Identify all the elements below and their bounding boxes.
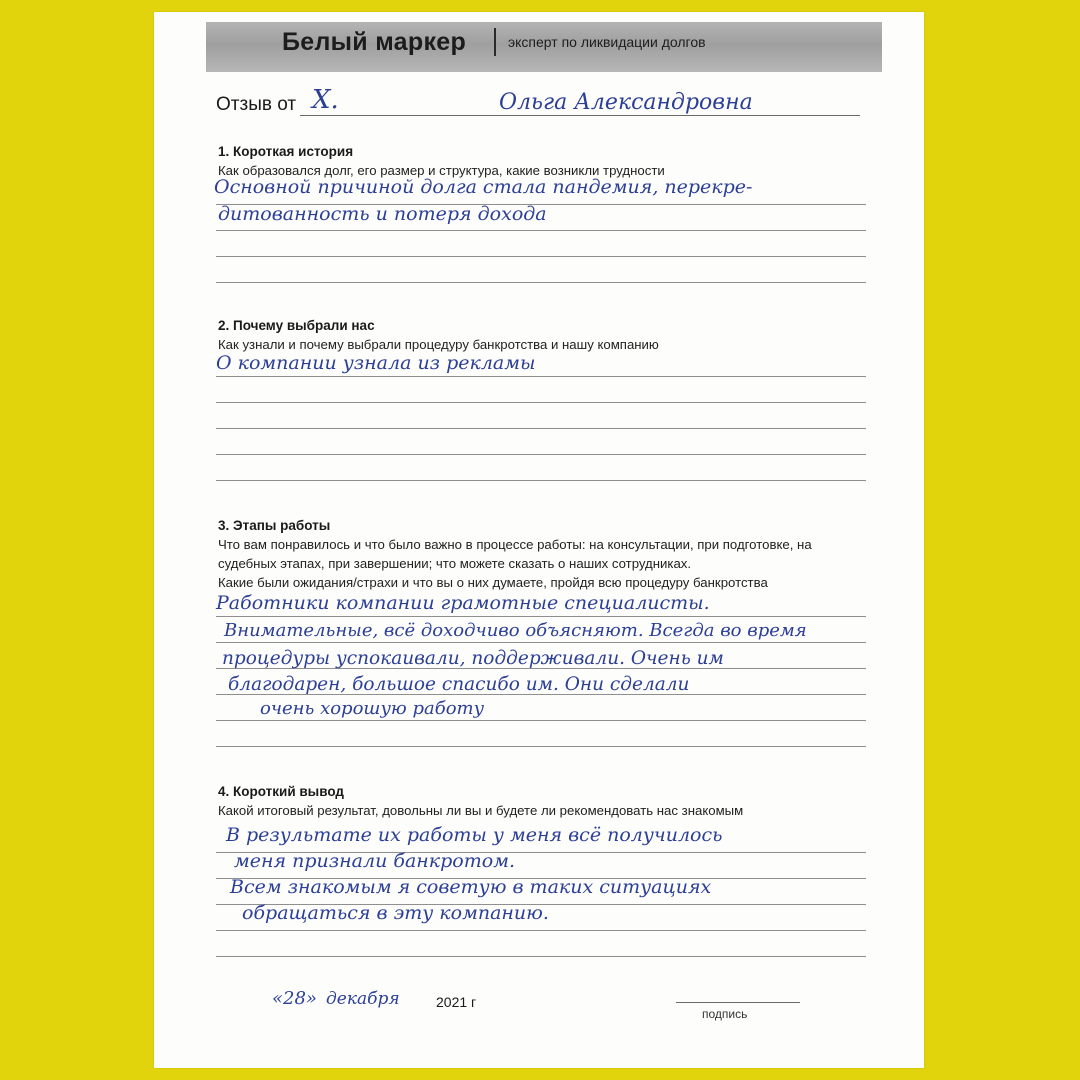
section-3-answer-line: Работники компании грамотные специалисты.	[216, 592, 710, 614]
section-3-title: 3. Этапы работы	[218, 518, 331, 533]
section-3-description: Что вам понравилось и что было важно в процессе работы: на консультации, при подготовке, на	[218, 537, 812, 552]
answer-line	[216, 480, 866, 481]
review-from-line	[300, 115, 860, 116]
answer-line	[216, 376, 866, 377]
answer-line	[216, 642, 866, 643]
section-1-answer-line: дитованность и потеря дохода	[218, 203, 547, 225]
section-3-answer-line: благодарен, большое спасибо им. Они сделали	[228, 674, 690, 695]
section-1-answer-line: Основной причиной долга стала пандемия, перекре-	[214, 176, 753, 198]
section-3-answer-line: процедуры успокаивали, поддерживали. Очень им	[222, 648, 724, 669]
signature-label: подпись	[702, 1007, 748, 1021]
answer-line	[216, 616, 866, 617]
section-1-description: Как образовался долг, его размер и структура, какие возникли трудности	[218, 163, 665, 178]
date-month: декабря	[326, 989, 400, 1009]
section-4-answer-line: В результате их работы у меня всё получилось	[226, 824, 723, 846]
date-year: 2021 г	[436, 994, 477, 1010]
review-from-initial: Х.	[312, 85, 339, 115]
answer-line	[216, 402, 866, 403]
section-3-answer-line: очень хорошую работу	[260, 698, 485, 719]
date-day: «28»	[272, 988, 317, 1009]
answer-line	[216, 930, 866, 931]
review-from-name: Ольга Александровна	[499, 90, 753, 115]
section-4-description: Какой итоговый результат, довольны ли вы и будете ли рекомендовать нас знакомым	[218, 803, 744, 818]
section-1-title: 1. Короткая история	[218, 144, 354, 159]
answer-line	[216, 746, 866, 747]
section-3-description: Какие были ожидания/страхи и что вы о них думаете, пройдя всю процедуру банкротства	[218, 575, 768, 590]
section-3-answer-line: Внимательные, всё доходчиво объясняют. Всегда во время	[224, 620, 807, 641]
section-3-description: судебных этапах, при завершении; что можете сказать о наших сотрудниках.	[218, 556, 692, 571]
section-4-title: 4. Короткий вывод	[218, 784, 344, 799]
section-2-title: 2. Почему выбрали нас	[218, 318, 375, 333]
brand-title: Белый маркер	[282, 28, 467, 56]
brand-divider	[494, 28, 496, 56]
answer-line	[216, 454, 866, 455]
section-4-answer-line: Всем знакомым я советую в таких ситуациях	[230, 876, 712, 898]
review-form-sheet	[154, 12, 924, 1068]
review-from-label: Отзыв от	[216, 94, 297, 115]
answer-line	[216, 230, 866, 231]
answer-line	[216, 956, 866, 957]
answer-line	[216, 256, 866, 257]
section-2-answer-line: О компании узнала из рекламы	[216, 352, 536, 374]
brand-tagline: эксперт по ликвидации долгов	[508, 34, 706, 50]
answer-line	[216, 720, 866, 721]
section-4-answer-line: обращаться в эту компанию.	[242, 902, 549, 924]
answer-line	[216, 428, 866, 429]
signature-line	[676, 1002, 800, 1003]
answer-line	[216, 282, 866, 283]
section-4-answer-line: меня признали банкротом.	[234, 850, 515, 872]
section-2-description: Как узнали и почему выбрали процедуру банкротства и нашу компанию	[218, 337, 659, 352]
